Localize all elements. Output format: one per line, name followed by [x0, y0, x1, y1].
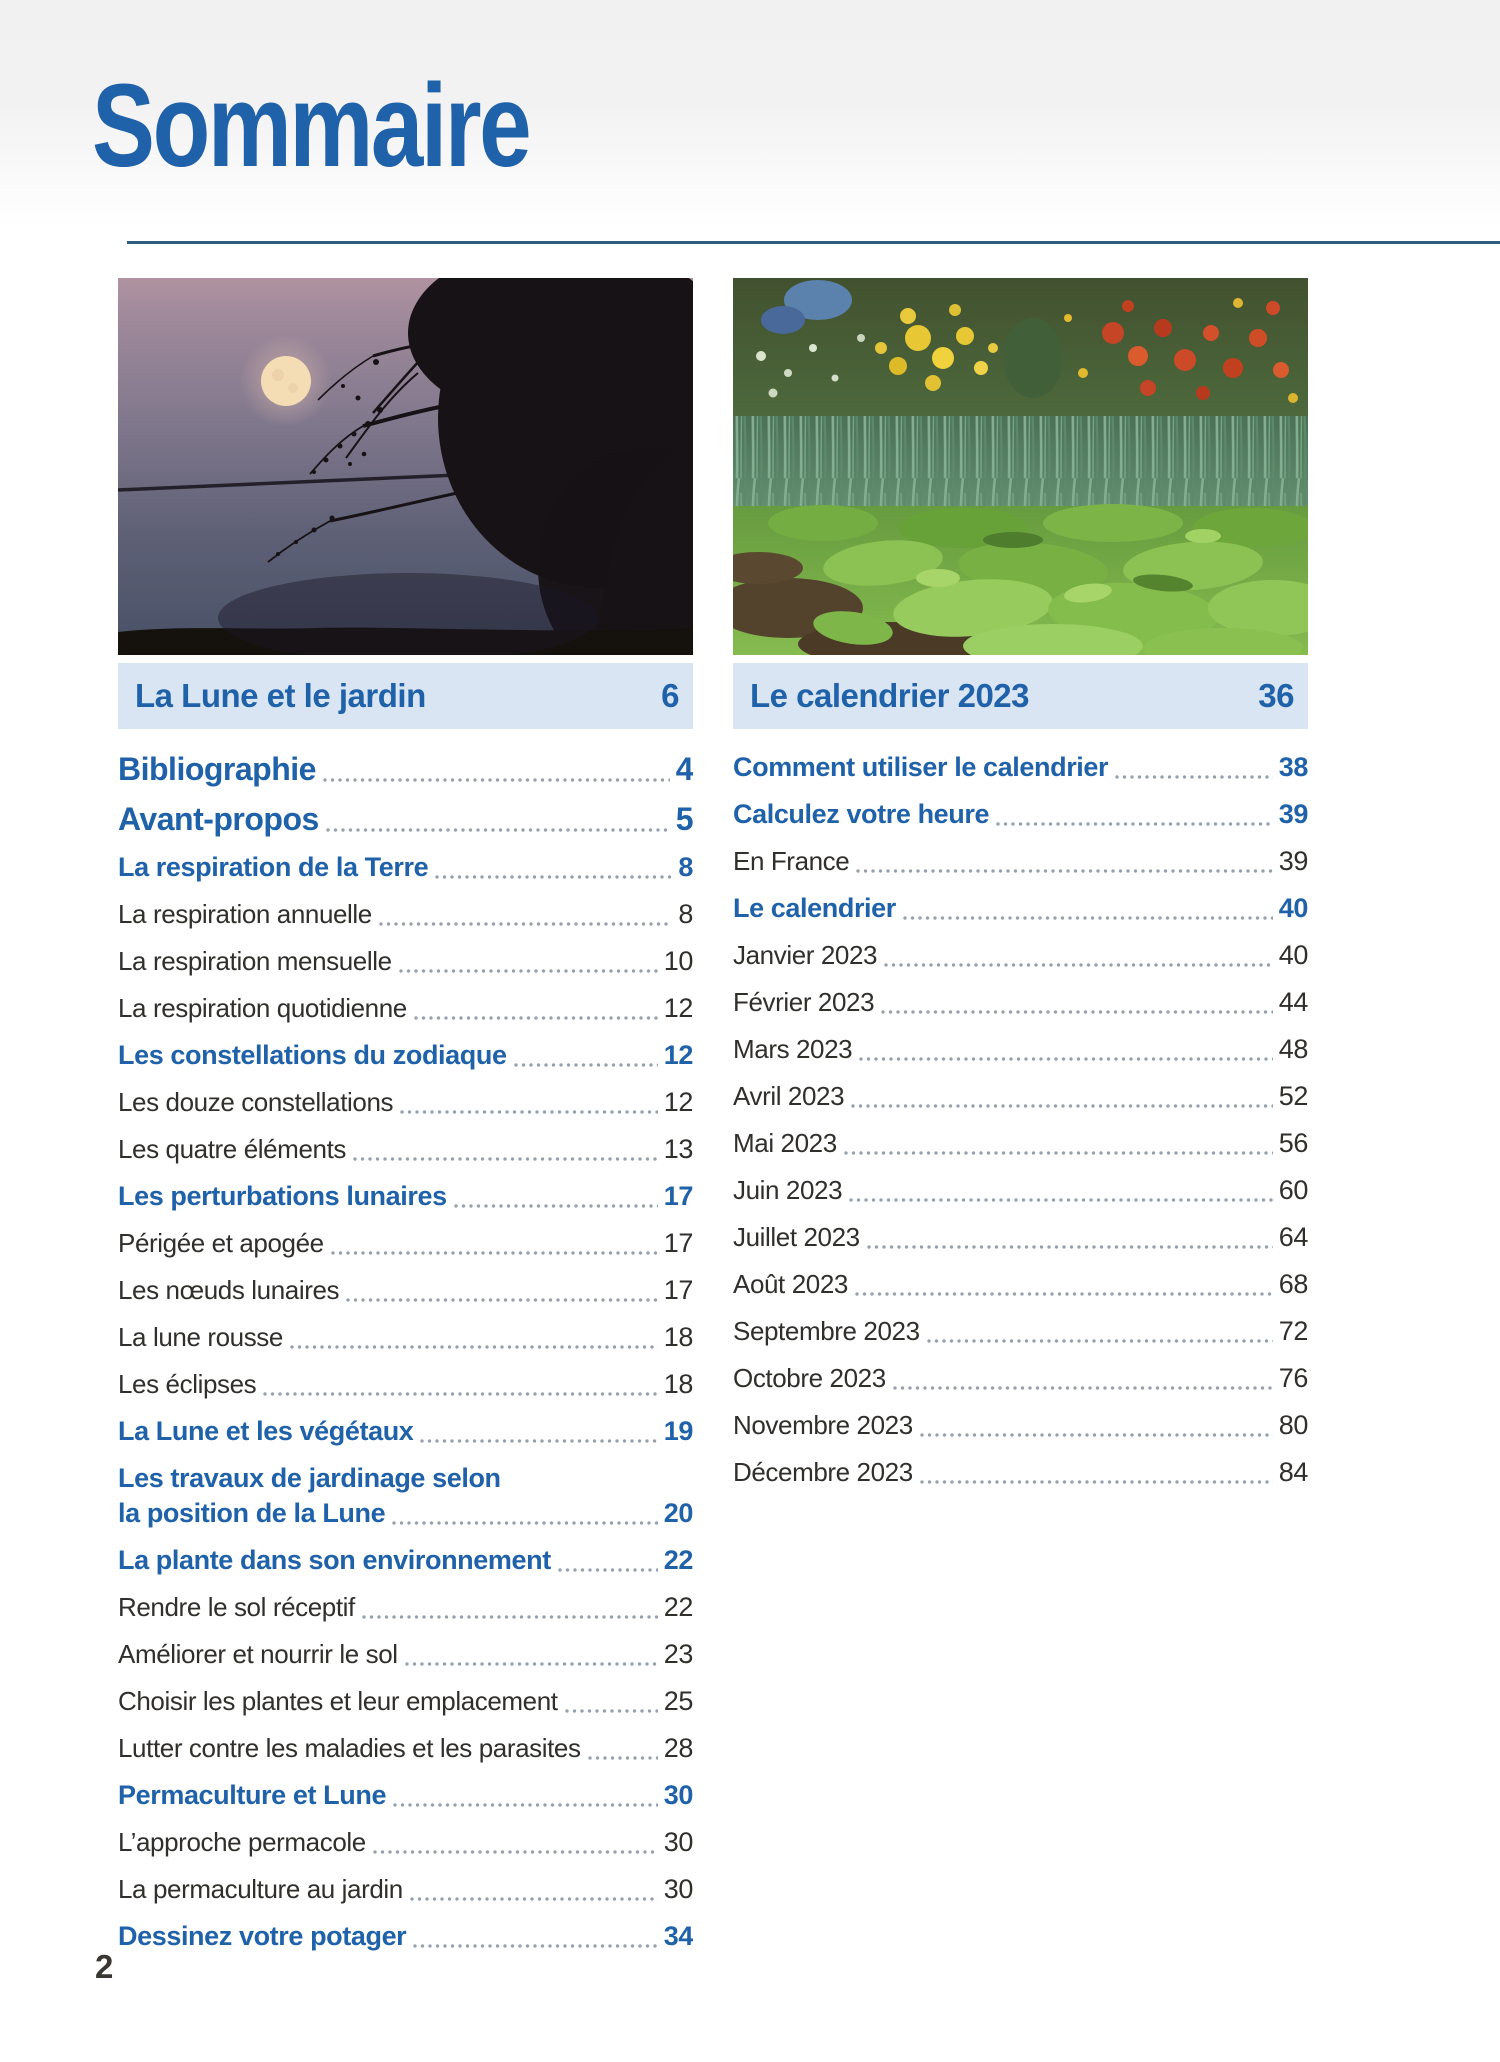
toc-entry-label: Les perturbations lunaires	[118, 1181, 447, 1211]
toc-entry	[118, 985, 693, 1032]
section-header-label: La Lune et le jardin	[135, 677, 426, 714]
dotted-leader	[413, 1920, 657, 1960]
toc-entry-page: 64	[1278, 1222, 1308, 1252]
toc-entry-label: Bibliographie	[118, 751, 316, 787]
toc-entry-label: Calculez votre heure	[733, 799, 990, 829]
toc-entry	[733, 885, 1308, 932]
toc-entry-line1: Les travaux de jardinage selon	[118, 1463, 501, 1493]
toc-entry-label: Février 2023	[733, 987, 875, 1017]
toc-entry-page: 17	[663, 1181, 693, 1211]
toc-entry	[733, 1449, 1308, 1496]
toc-entry-page: 8	[678, 852, 693, 882]
toc-entry-label: Décembre 2023	[733, 1457, 913, 1487]
dotted-leader	[588, 1732, 658, 1772]
toc-entry-page: 5	[675, 801, 693, 837]
toc-entry	[118, 1408, 693, 1455]
dotted-leader	[393, 1779, 658, 1819]
toc-entry-label: Mars 2023	[733, 1034, 853, 1064]
toc-entry-page: 12	[663, 993, 693, 1023]
toc-entry	[118, 1032, 693, 1079]
toc-entry-page: 60	[1278, 1175, 1308, 1205]
toc-entry-label: Dessinez votre potager	[118, 1921, 407, 1951]
dotted-leader	[856, 845, 1272, 885]
toc-entry	[118, 1819, 693, 1866]
toc-list-left	[118, 744, 693, 1960]
toc-entry-label: Améliorer et nourrir le sol	[118, 1639, 398, 1669]
toc-entry-page: 22	[663, 1592, 693, 1622]
toc-entry	[118, 1725, 693, 1772]
toc-entry-label: La respiration mensuelle	[118, 946, 392, 976]
toc-entry-page: 38	[1278, 752, 1308, 782]
toc-entry	[118, 1913, 693, 1960]
toc-entry	[118, 1584, 693, 1631]
toc-entry-page: 18	[663, 1322, 693, 1352]
dotted-leader	[884, 939, 1273, 979]
toc-entry	[733, 979, 1308, 1026]
toc-entry-label: La respiration quotidienne	[118, 993, 407, 1023]
toc-entry	[118, 1772, 693, 1819]
toc-entry-label: Les constellations du zodiaque	[118, 1040, 507, 1070]
dotted-leader	[410, 1873, 658, 1913]
toc-entry	[733, 1214, 1308, 1261]
dotted-leader	[867, 1221, 1273, 1261]
toc-entry-page: 30	[663, 1780, 693, 1810]
toc-entry-page: 18	[663, 1369, 693, 1399]
toc-entry-label: Novembre 2023	[733, 1410, 913, 1440]
dotted-leader	[290, 1321, 658, 1361]
dotted-leader	[565, 1685, 658, 1725]
toc-entry-page: 84	[1278, 1457, 1308, 1487]
toc-entry-label: La lune rousse	[118, 1322, 283, 1352]
toc-entry-label: Mai 2023	[733, 1128, 837, 1158]
toc-entry-label: Avant-propos	[118, 801, 319, 837]
toc-entry	[118, 844, 693, 891]
toc-entry-label: Le calendrier	[733, 893, 896, 923]
toc-entry	[733, 1261, 1308, 1308]
toc-entry-page: 20	[663, 1498, 693, 1528]
divider-rule	[127, 241, 1500, 244]
toc-entry	[118, 744, 693, 794]
toc-entry	[118, 1173, 693, 1220]
toc-entry	[118, 1866, 693, 1913]
toc-entry-page: 56	[1278, 1128, 1308, 1158]
toc-entry-page: 17	[663, 1275, 693, 1305]
dotted-leader	[849, 1174, 1273, 1214]
toc-entry-label: Les quatre éléments	[118, 1134, 346, 1164]
toc-entry-label: Rendre le sol réceptif	[118, 1592, 355, 1622]
dotted-leader	[346, 1274, 658, 1314]
section-la-lune-et-le-jardin	[118, 278, 693, 1960]
toc-entry-label: Août 2023	[733, 1269, 848, 1299]
dotted-leader	[903, 892, 1273, 932]
toc-entry-label: La plante dans son environnement	[118, 1545, 551, 1575]
garden-photo	[733, 278, 1308, 655]
toc-entry	[733, 1402, 1308, 1449]
toc-entry-page: 28	[663, 1733, 693, 1763]
section-header-page: 6	[661, 677, 679, 714]
page-number: 2	[95, 1948, 114, 1985]
toc-entry-page: 40	[1278, 893, 1308, 923]
toc-entry-label: Comment utiliser le calendrier	[733, 752, 1109, 782]
toc-entry-page: 39	[1278, 799, 1308, 829]
toc-entry-label: Les nœuds lunaires	[118, 1275, 340, 1305]
dotted-leader	[893, 1362, 1273, 1402]
toc-entry	[118, 1079, 693, 1126]
toc-entry	[118, 1495, 693, 1537]
dotted-leader	[844, 1127, 1273, 1167]
toc-entry	[118, 1314, 693, 1361]
dotted-leader	[414, 992, 658, 1032]
dotted-leader	[927, 1315, 1273, 1355]
toc-entry-page: 30	[663, 1827, 693, 1857]
section-header-page: 36	[1258, 677, 1294, 714]
toc-entry-page: 13	[663, 1134, 693, 1164]
toc-entry	[118, 1631, 693, 1678]
toc-entry-page: 10	[663, 946, 693, 976]
toc-entry-page: 68	[1278, 1269, 1308, 1299]
dotted-leader	[881, 986, 1273, 1026]
toc-entry-page: 34	[663, 1921, 693, 1951]
toc-entry-page: 8	[678, 899, 693, 929]
toc-entry-label: Lutter contre les maladies et les parasites	[118, 1733, 581, 1763]
toc-entry-page: 44	[1278, 987, 1308, 1017]
dotted-leader	[859, 1033, 1273, 1073]
toc-entry	[118, 1361, 693, 1408]
toc-entry-label: la position de la Lune	[118, 1498, 386, 1528]
dotted-leader	[263, 1368, 657, 1408]
toc-entry-label: La respiration de la Terre	[118, 852, 429, 882]
toc-entry-page: 40	[1278, 940, 1308, 970]
dotted-leader	[323, 754, 670, 794]
toc-entry-label: En France	[733, 846, 850, 876]
toc-entry	[733, 1073, 1308, 1120]
toc-entry-label: La Lune et les végétaux	[118, 1416, 414, 1446]
dotted-leader	[514, 1039, 658, 1079]
dotted-leader	[400, 1086, 658, 1126]
toc-entry	[733, 1026, 1308, 1073]
toc-entry	[733, 1120, 1308, 1167]
toc-entry-page: 19	[663, 1416, 693, 1446]
dotted-leader	[405, 1638, 658, 1678]
toc-entry-label: Janvier 2023	[733, 940, 878, 970]
toc-entry-label: Choisir les plantes et leur emplacement	[118, 1686, 558, 1716]
toc-entry	[118, 1537, 693, 1584]
toc-entry-page: 23	[663, 1639, 693, 1669]
dotted-leader	[331, 1227, 658, 1267]
toc-entry-page: 52	[1278, 1081, 1308, 1111]
toc-entry-label: Périgée et apogée	[118, 1228, 324, 1258]
dotted-leader	[920, 1456, 1273, 1496]
toc-entry	[733, 1355, 1308, 1402]
toc-entry-page: 22	[663, 1545, 693, 1575]
toc-entry-label: La permaculture au jardin	[118, 1874, 403, 1904]
toc-entry-label: Juin 2023	[733, 1175, 843, 1205]
dotted-leader	[420, 1415, 657, 1455]
toc-entry	[733, 838, 1308, 885]
toc-entry-page: 12	[663, 1087, 693, 1117]
toc-entry	[733, 744, 1308, 791]
toc-entry-label: Septembre 2023	[733, 1316, 920, 1346]
page-title: Sommaire	[92, 60, 530, 192]
toc-entry-page: 48	[1278, 1034, 1308, 1064]
dotted-leader	[362, 1591, 658, 1631]
toc-entry-page: 4	[675, 751, 693, 787]
toc-entry-label: Les éclipses	[118, 1369, 257, 1399]
dotted-leader	[392, 1497, 658, 1537]
toc-entry-label: Juillet 2023	[733, 1222, 860, 1252]
toc-entry-page: 17	[663, 1228, 693, 1258]
toc-entry-label: Avril 2023	[733, 1081, 845, 1111]
toc-entry	[118, 1678, 693, 1725]
toc-entry	[118, 794, 693, 844]
dotted-leader	[996, 798, 1273, 838]
toc-entry-label: Octobre 2023	[733, 1363, 886, 1393]
toc-entry-label: L’approche permacole	[118, 1827, 366, 1857]
dotted-leader	[399, 945, 658, 985]
toc-entry	[118, 938, 693, 985]
toc-entry-label: Permaculture et Lune	[118, 1780, 387, 1810]
dotted-leader	[1115, 751, 1273, 791]
section-le-calendrier-2023	[733, 278, 1308, 1496]
moon-photo	[118, 278, 693, 655]
toc-entry-page: 12	[663, 1040, 693, 1070]
dotted-leader	[353, 1133, 658, 1173]
section-header-label: Le calendrier 2023	[750, 677, 1030, 714]
section-header-band	[733, 663, 1308, 729]
dotted-leader	[920, 1409, 1273, 1449]
dotted-leader	[851, 1080, 1273, 1120]
toc-entry-page: 39	[1278, 846, 1308, 876]
toc-entry-page: 80	[1278, 1410, 1308, 1440]
toc-entry	[118, 1220, 693, 1267]
toc-entry	[118, 1126, 693, 1173]
dotted-leader	[855, 1268, 1273, 1308]
section-header-band	[118, 663, 693, 729]
dotted-leader	[435, 851, 672, 891]
toc-entry	[733, 1167, 1308, 1214]
toc-entry-page: 76	[1278, 1363, 1308, 1393]
toc-entry	[118, 1267, 693, 1314]
toc-list-right	[733, 744, 1308, 1496]
dotted-leader	[558, 1544, 658, 1584]
toc-entry-page: 72	[1278, 1316, 1308, 1346]
dotted-leader	[379, 898, 673, 938]
toc-entry-label: La respiration annuelle	[118, 899, 372, 929]
moon-disc	[261, 356, 311, 406]
toc-entry-label: Les douze constellations	[118, 1087, 394, 1117]
toc-entry	[118, 891, 693, 938]
toc-entry	[733, 932, 1308, 979]
toc-entry-page: 25	[663, 1686, 693, 1716]
dotted-leader	[373, 1826, 658, 1866]
dotted-leader	[326, 804, 670, 844]
toc-entry	[733, 791, 1308, 838]
toc-entry-page: 30	[663, 1874, 693, 1904]
toc-entry	[733, 1308, 1308, 1355]
dotted-leader	[454, 1180, 658, 1220]
